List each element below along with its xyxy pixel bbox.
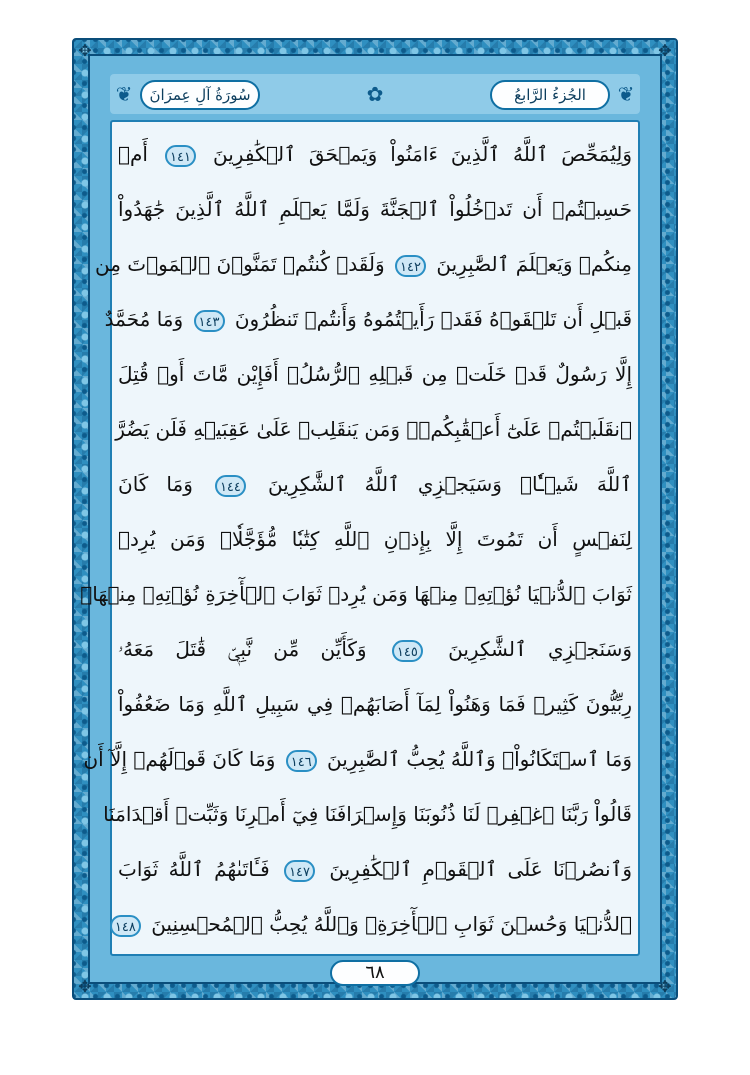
ayah-number-marker: ١٤٣ bbox=[194, 310, 225, 332]
text-line bbox=[114, 898, 632, 950]
verse-text: وَمَا مُحَمَّدٌ bbox=[104, 307, 184, 331]
text-line bbox=[118, 348, 632, 400]
surah-name-label: سُورَةُ آلِ عِمرَانَ bbox=[140, 80, 260, 110]
verse-text: ثَوَابَ ٱلدُّنۡيَا نُؤۡتِهِۦ مِنۡهَا وَمَن يُرِدۡ ثَوَابَ ٱلۡأٓخِرَةِ نُؤۡتِهِۦ مِنۡهَاۚ bbox=[80, 582, 632, 606]
verse-text: قَبۡلِ أَن تَلۡقَوۡهُ فَقَدۡ رَأَيۡتُمُوهُ وَأَنتُمۡ تَنظُرُونَ bbox=[234, 307, 632, 331]
corner-ornament-icon: ✥ bbox=[78, 977, 92, 996]
verse-text: لِنَفۡسٍ أَن تَمُوتَ إِلَّا بِإِذۡنِ ٱللَّهِ كِتَٰبٗا مُّؤَجَّلٗاۗ وَمَن يُرِدۡ bbox=[118, 527, 632, 551]
ayah-number-marker: ١٤٥ bbox=[392, 640, 423, 662]
floral-ornament-icon: ❦ bbox=[617, 82, 635, 106]
floral-ornament-icon: ❦ bbox=[115, 82, 133, 106]
text-line bbox=[118, 623, 632, 675]
verse-text: قَالُواْ رَبَّنَا ٱغۡفِرۡ لَنَا ذُنُوبَنَا وَإِسۡرَافَنَا فِيٓ أَمۡرِنَا وَثَبِّتۡ أَقۡدَامَنَا bbox=[103, 802, 632, 826]
verse-text: إِلَّا رَسُولٌ قَدۡ خَلَتۡ مِن قَبۡلِهِ ٱلرُّسُلُۚ أَفَإِيْن مَّاتَ أَوۡ قُتِلَ bbox=[118, 362, 632, 386]
text-line bbox=[118, 458, 632, 510]
quran-text-block bbox=[80, 128, 633, 950]
ayah-number-marker: ١٤٤ bbox=[215, 475, 246, 497]
text-line bbox=[118, 513, 632, 565]
verse-text: وَمَا كَانَ قَوۡلَهُمۡ إِلَّآ أَن bbox=[83, 747, 276, 771]
verse-text: أَمۡ bbox=[118, 142, 148, 166]
verse-text: وَلَقَدۡ كُنتُمۡ تَمَنَّوۡنَ ٱلۡمَوۡتَ مِن bbox=[95, 252, 385, 276]
text-line bbox=[80, 568, 632, 620]
text-line bbox=[118, 183, 632, 235]
ayah-number-marker: ١٤٨ bbox=[110, 915, 141, 937]
text-line bbox=[115, 403, 632, 455]
verse-text: وَسَنَجۡزِي ٱلشَّٰكِرِينَ bbox=[448, 637, 633, 661]
verse-text: رِبِّيُّونَ كَثِيرٞ فَمَا وَهَنُواْ لِمَآ أَصَابَهُمۡ فِي سَبِيلِ ٱللَّهِ وَمَا ضَعُفُواْ bbox=[118, 692, 632, 716]
verse-text: مِنكُمۡ وَيَعۡلَمَ ٱلصَّٰبِرِينَ bbox=[436, 252, 632, 276]
verse-text: ٱلدُّنۡيَا وَحُسۡنَ ثَوَابِ ٱلۡأٓخِرَةِۗ وَٱللَّهُ يُحِبُّ ٱلۡمُحۡسِنِينَ bbox=[151, 912, 632, 936]
floral-ornament-icon: ✿ bbox=[366, 82, 384, 106]
text-line bbox=[83, 733, 632, 785]
verse-text: ٱنقَلَبۡتُمۡ عَلَىٰٓ أَعۡقَٰبِكُمۡۚ وَمَن يَنقَلِبۡ عَلَىٰ عَقِبَيۡهِ فَلَن يَضُرَّ bbox=[115, 417, 632, 441]
text-line bbox=[118, 843, 632, 895]
corner-ornament-icon: ✥ bbox=[78, 41, 92, 60]
verse-text: وَمَا كَانَ bbox=[118, 472, 193, 496]
ayah-number-marker: ١٤٢ bbox=[395, 255, 426, 277]
text-line bbox=[103, 788, 632, 840]
verse-text: فَـَٔاتَىٰهُمُ ٱللَّهُ ثَوَابَ bbox=[118, 857, 270, 881]
text-line bbox=[118, 678, 632, 730]
page-number: ٦٨ bbox=[330, 960, 420, 986]
verse-text: وَٱنصُرۡنَا عَلَى ٱلۡقَوۡمِ ٱلۡكَٰفِرِينَ bbox=[329, 857, 632, 881]
verse-text: وَكَأَيِّن مِّن نَّبِيّٖ قَٰتَلَ مَعَهُۥ bbox=[118, 637, 367, 661]
text-line bbox=[104, 293, 632, 345]
corner-ornament-icon: ✥ bbox=[658, 977, 672, 996]
corner-ornament-icon: ✥ bbox=[658, 41, 672, 60]
verse-text: حَسِبۡتُمۡ أَن تَدۡخُلُواْ ٱلۡجَنَّةَ وَلَمَّا يَعۡلَمِ ٱللَّهُ ٱلَّذِينَ جَٰهَدُواْ bbox=[118, 197, 632, 221]
verse-text: وَلِيُمَحِّصَ ٱللَّهُ ٱلَّذِينَ ءَامَنُواْ وَيَمۡحَقَ ٱلۡكَٰفِرِينَ bbox=[213, 142, 633, 166]
text-line bbox=[95, 238, 632, 290]
verse-text: ٱللَّهَ شَيۡـٔٗاۗ وَسَيَجۡزِي ٱللَّهُ ٱلشَّٰكِرِينَ bbox=[268, 472, 632, 496]
ayah-number-marker: ١٤٦ bbox=[286, 750, 317, 772]
ayah-number-marker: ١٤٧ bbox=[284, 860, 315, 882]
ayah-number-marker: ١٤١ bbox=[165, 145, 196, 167]
verse-text: وَمَا ٱسۡتَكَانُواْۗ وَٱللَّهُ يُحِبُّ ٱلصَّٰبِرِينَ bbox=[327, 747, 632, 771]
juz-label: الجُزءُ الرَّابعُ bbox=[490, 80, 610, 110]
text-line bbox=[118, 128, 632, 180]
